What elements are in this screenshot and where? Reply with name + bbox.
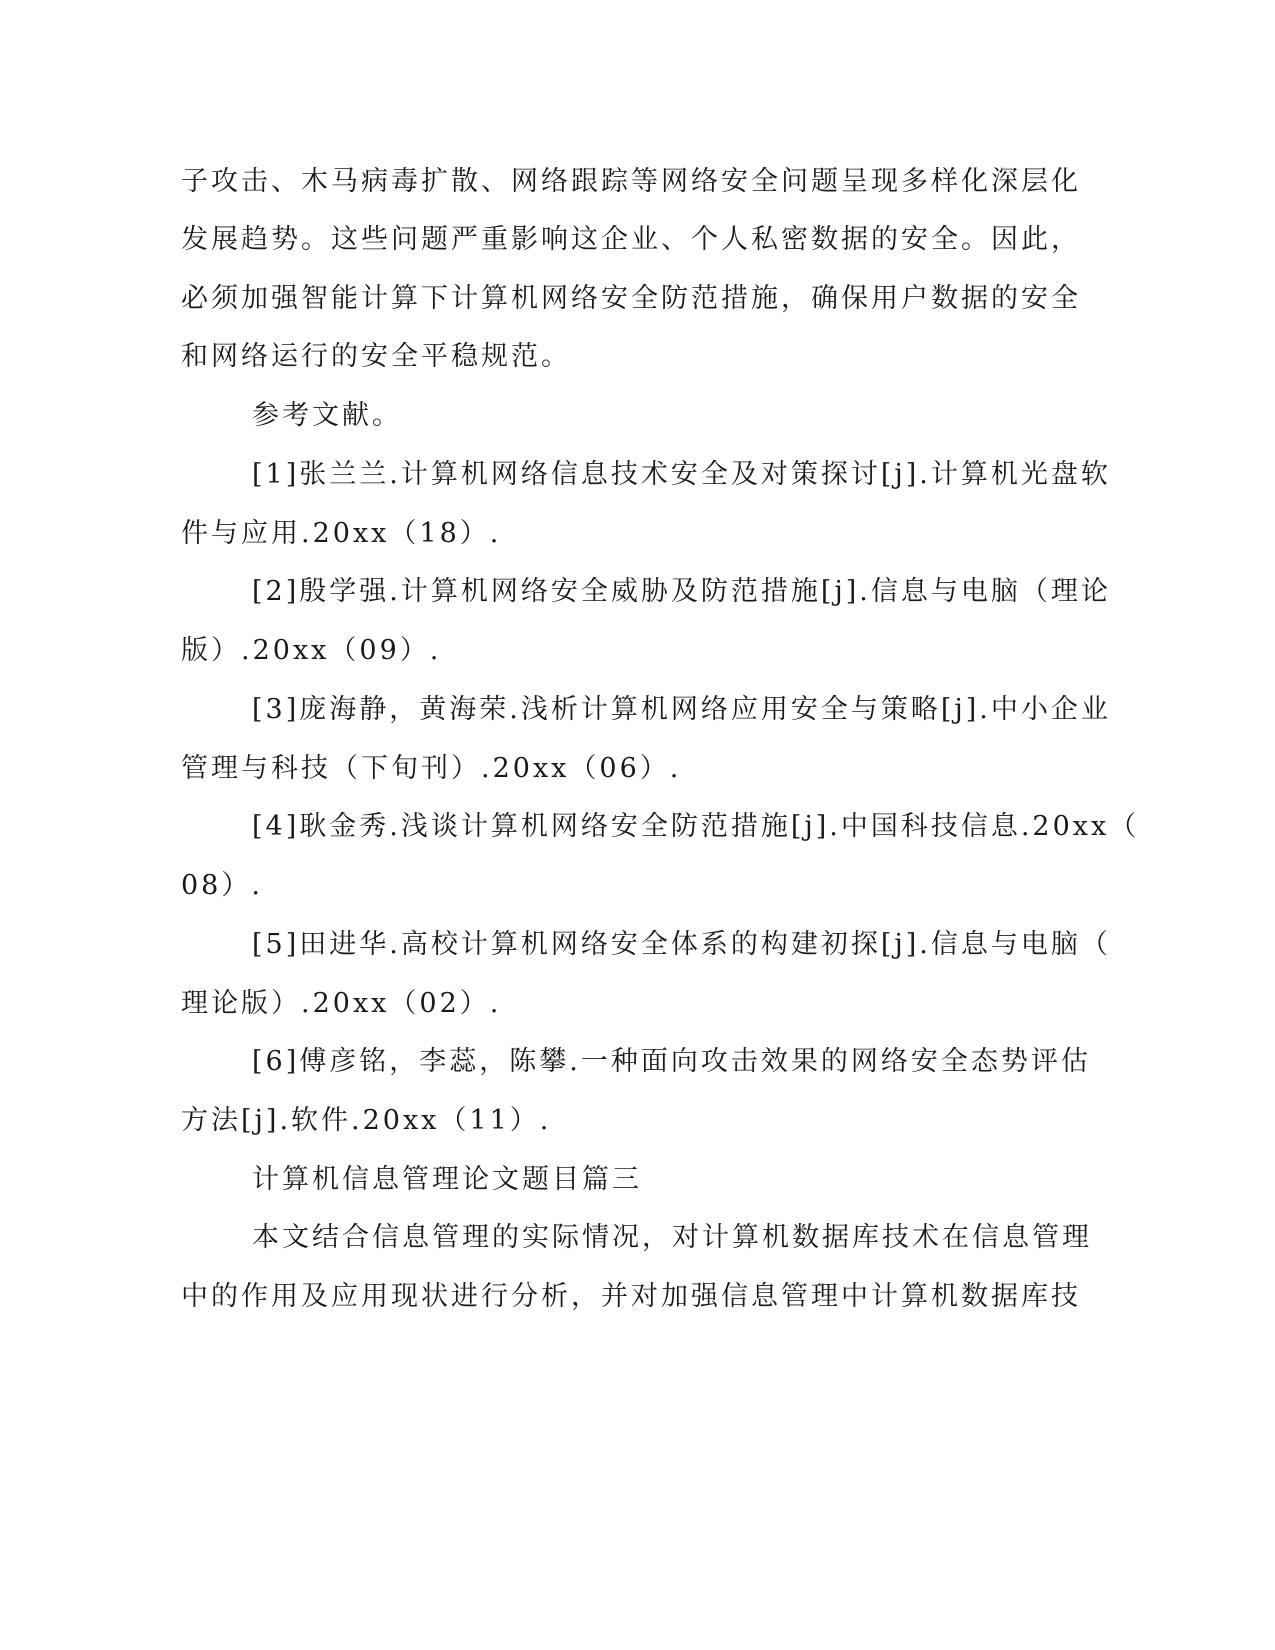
paragraph-line: 必须加强智能计算下计算机网络安全防范措施，确保用户数据的安全 (181, 283, 1081, 314)
reference-item-5-cont: 理论版）.20xx（02）. (181, 988, 502, 1019)
reference-item-1: [1]张兰兰.计算机网络信息技术安全及对策探讨[j].计算机光盘软 (252, 459, 1111, 490)
paragraph-line: 发展趋势。这些问题严重影响这企业、个人私密数据的安全。因此， (181, 224, 1081, 255)
paragraph-line: 中的作用及应用现状进行分析，并对加强信息管理中计算机数据库技 (181, 1281, 1081, 1312)
reference-item-5: [5]田进华.高校计算机网络安全体系的构建初探[j].信息与电脑（ (252, 929, 1111, 960)
reference-item-4-cont: 08）. (181, 870, 263, 901)
paragraph-line: 子攻击、木马病毒扩散、网络跟踪等网络安全问题呈现多样化深层化 (181, 166, 1081, 197)
paragraph-line: 和网络运行的安全平稳规范。 (181, 341, 571, 372)
reference-item-2-cont: 版）.20xx（09）. (181, 635, 442, 666)
reference-item-2: [2]殷学强.计算机网络安全威胁及防范措施[j].信息与电脑（理论 (252, 576, 1111, 607)
reference-item-6: [6]傅彦铭，李蕊，陈攀.一种面向攻击效果的网络安全态势评估 (252, 1046, 1091, 1077)
reference-item-3-cont: 管理与科技（下旬刊）.20xx（06）. (181, 753, 682, 784)
section-heading: 计算机信息管理论文题目篇三 (252, 1164, 642, 1195)
references-heading: 参考文献。 (252, 400, 402, 431)
reference-item-4: [4]耿金秀.浅谈计算机网络安全防范措施[j].中国科技信息.20xx（ (252, 811, 1140, 842)
reference-item-6-cont: 方法[j].软件.20xx（11）. (181, 1105, 552, 1136)
reference-item-1-cont: 件与应用.20xx（18）. (181, 518, 502, 549)
reference-item-3: [3]庞海静，黄海荣.浅析计算机网络应用安全与策略[j].中小企业 (252, 694, 1111, 725)
paragraph-line: 本文结合信息管理的实际情况，对计算机数据库技术在信息管理 (252, 1222, 1092, 1253)
